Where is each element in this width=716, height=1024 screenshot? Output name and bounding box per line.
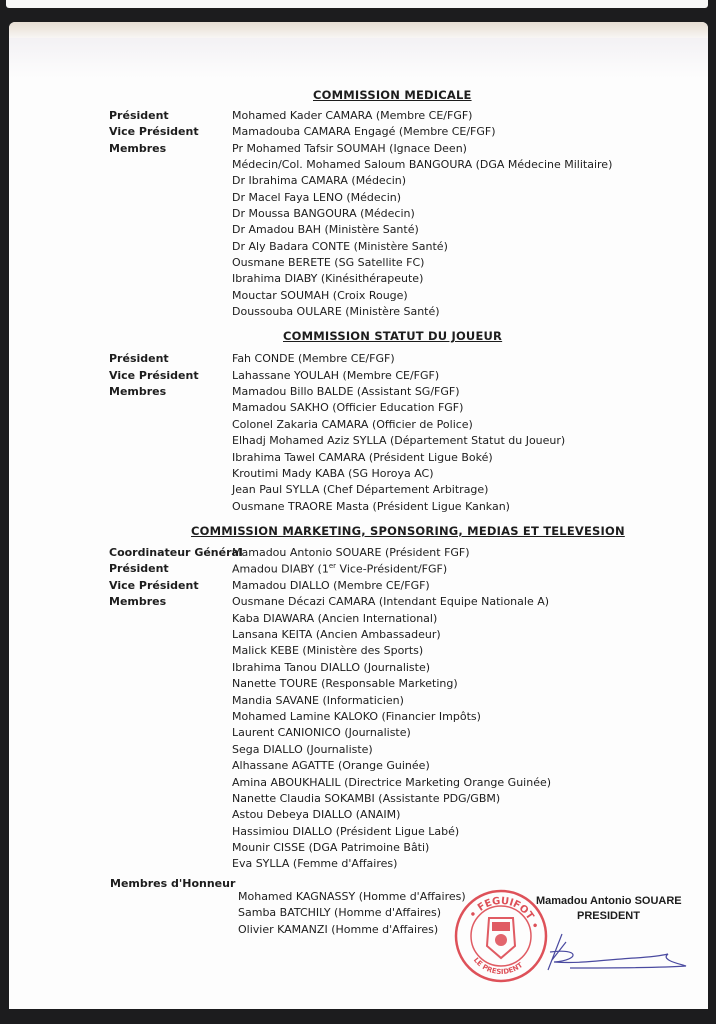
- member-line: Doussouba OULARE (Ministère Santé): [232, 305, 440, 318]
- member-line: Kroutimi Mady KABA (SG Horoya AC): [232, 467, 434, 480]
- role-coordinateur-general: Coordinateur Général: [109, 546, 243, 559]
- member-line: Dr Moussa BANGOURA (Médecin): [232, 207, 415, 220]
- stamp-logo-banner: [492, 922, 510, 931]
- stamp-text-bottom: LE PRESIDENT: [471, 956, 525, 977]
- member-line: Ibrahima Tanou DIALLO (Journaliste): [232, 661, 431, 674]
- section-title-statut-joueur: COMMISSION STATUT DU JOUEUR: [283, 329, 503, 343]
- top-strip: [6, 0, 708, 8]
- stamp-logo-ball: [495, 934, 507, 946]
- member-line: Alhassane AGATTE (Orange Guinée): [232, 759, 430, 772]
- member-line: Ousmane Décazi CAMARA (Intendant Equipe Nationale A): [232, 595, 550, 608]
- member-text-rest: Vice-Président/FGF): [336, 562, 448, 576]
- member-line: Sega DIALLO (Journaliste): [232, 743, 373, 756]
- member-text: Amadou DIABY (1: [232, 562, 329, 576]
- signature-stroke: [550, 951, 686, 968]
- honorary-member-line: Samba BATCHILY (Homme d'Affaires): [238, 906, 441, 919]
- ordinal-superscript: er: [328, 562, 337, 570]
- member-line: Mohamed Kader CAMARA (Membre CE/FGF): [232, 109, 473, 122]
- section-title-medicale: COMMISSION MEDICALE: [313, 88, 472, 102]
- member-line: Astou Debeya DIALLO (ANAIM): [232, 808, 401, 821]
- role-vice-president: Vice Président: [109, 369, 199, 382]
- member-line: Fah CONDE (Membre CE/FGF): [232, 352, 395, 365]
- role-vice-president: Vice Président: [109, 579, 199, 592]
- role-president: Président: [109, 562, 169, 575]
- role-membres: Membres: [109, 385, 167, 398]
- member-line: Eva SYLLA (Femme d'Affaires): [232, 857, 398, 870]
- role-president: Président: [109, 352, 169, 365]
- document-page: [9, 22, 708, 1009]
- member-line: Dr Macel Faya LENO (Médecin): [232, 191, 402, 204]
- member-line: Nanette Claudia SOKAMBI (Assistante PDG/GBM): [232, 792, 501, 805]
- member-line: Jean Paul SYLLA (Chef Département Arbitrage): [232, 483, 489, 496]
- member-line: Mamadou Billo BALDE (Assistant SG/FGF): [232, 385, 460, 398]
- member-line: Elhadj Mohamed Aziz SYLLA (Département Statut du Joueur): [232, 434, 566, 447]
- role-vice-president: Vice Président: [109, 125, 199, 138]
- role-president: Président: [109, 109, 169, 122]
- member-line: Malick KEBE (Ministère des Sports): [232, 644, 424, 657]
- member-line: Lansana KEITA (Ancien Ambassadeur): [232, 628, 441, 641]
- member-line: Amina ABOUKHALIL (Directrice Marketing Orange Guinée): [232, 776, 552, 789]
- member-line: Mamadou Antonio SOUARE (Président FGF): [232, 546, 470, 559]
- signatory-title: PRESIDENT: [577, 910, 640, 922]
- stamp-text-top: • FEGUIFOT •: [467, 895, 541, 931]
- member-line: Ibrahima DIABY (Kinésithérapeute): [232, 272, 424, 285]
- member-line: Lahassane YOULAH (Membre CE/FGF): [232, 369, 440, 382]
- member-line: Laurent CANIONICO (Journaliste): [232, 726, 411, 739]
- role-membres: Membres: [109, 595, 167, 608]
- member-line: Ousmane TRAORE Masta (Président Ligue Kankan): [232, 500, 510, 513]
- member-line: Mandia SAVANE (Informaticien): [232, 694, 404, 707]
- member-line: [232, 562, 447, 576]
- section-title-marketing: COMMISSION MARKETING, SPONSORING, MEDIAS ET TELEVESION: [191, 524, 625, 538]
- member-line: Dr Ibrahima CAMARA (Médecin): [232, 174, 407, 187]
- member-line: Mouctar SOUMAH (Croix Rouge): [232, 289, 408, 302]
- role-membres-honneur: Membres d'Honneur: [110, 877, 236, 890]
- member-line: Dr Aly Badara CONTE (Ministère Santé): [232, 240, 448, 253]
- honorary-member-line: Mohamed KAGNASSY (Homme d'Affaires): [238, 890, 466, 903]
- member-line: Dr Amadou BAH (Ministère Santé): [232, 223, 419, 236]
- role-membres: Membres: [109, 142, 167, 155]
- member-line: Ibrahima Tawel CAMARA (Président Ligue Boké): [232, 451, 493, 464]
- official-stamp: [453, 888, 549, 984]
- signatory-name: Mamadou Antonio SOUARE: [536, 895, 682, 907]
- member-line: Mamadou DIALLO (Membre CE/FGF): [232, 579, 430, 592]
- member-line: Hassimiou DIALLO (Président Ligue Labé): [232, 825, 460, 838]
- handwritten-signature: [540, 930, 690, 976]
- honorary-member-line: Olivier KAMANZI (Homme d'Affaires): [238, 923, 439, 936]
- member-line: Mamadouba CAMARA Engagé (Membre CE/FGF): [232, 125, 496, 138]
- member-line: Colonel Zakaria CAMARA (Officier de Police): [232, 418, 473, 431]
- document-content: [9, 22, 708, 1009]
- member-line: Mounir CISSE (DGA Patrimoine Bâti): [232, 841, 430, 854]
- member-line: Médecin/Col. Mohamed Saloum BANGOURA (DGA Médecine Militaire): [232, 158, 613, 171]
- member-line: Pr Mohamed Tafsir SOUMAH (Ignace Deen): [232, 142, 467, 155]
- member-line: Mohamed Lamine KALOKO (Financier Impôts): [232, 710, 481, 723]
- member-line: Kaba DIAWARA (Ancien International): [232, 612, 438, 625]
- member-line: Nanette TOURE (Responsable Marketing): [232, 677, 458, 690]
- member-line: Ousmane BERETE (SG Satellite FC): [232, 256, 425, 269]
- member-line: Mamadou SAKHO (Officier Education FGF): [232, 401, 464, 414]
